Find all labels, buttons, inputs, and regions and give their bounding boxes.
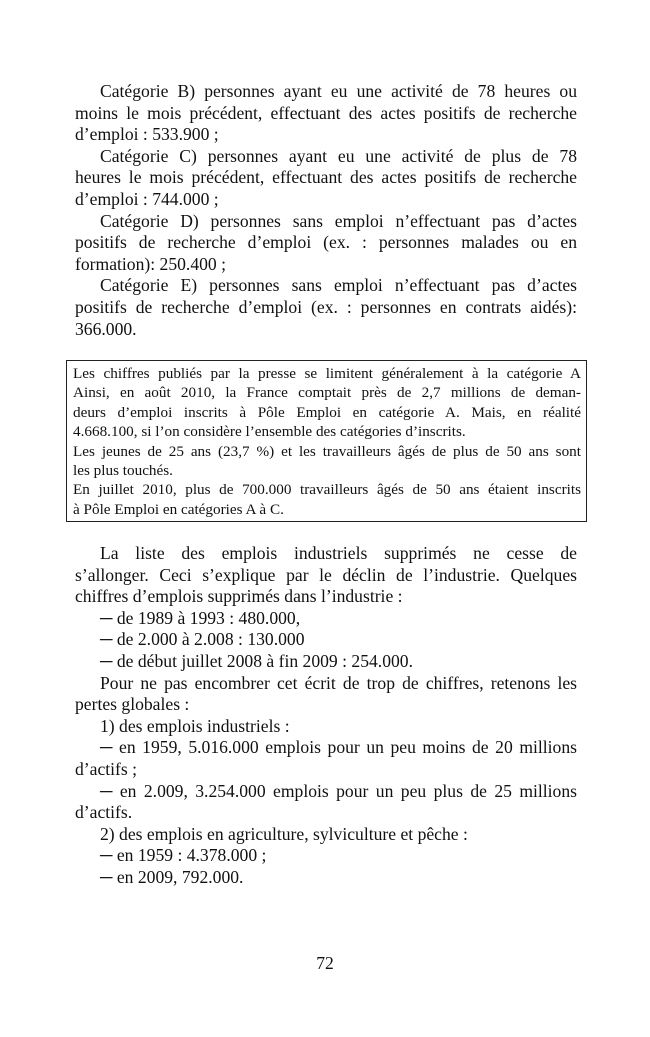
text-line: ─ en 1959 : 4.378.000 ; <box>100 845 267 866</box>
text-line: d’actifs ; <box>75 758 138 779</box>
text-line: d’emploi : 533.900 ; <box>75 124 219 145</box>
text-line: Catégorie E) personnes sans emploi n’effectuant pas d’actes <box>100 275 577 296</box>
text-line: heures le mois précédent, effectuant des actes positifs de recherche <box>75 167 577 188</box>
text-line: ─ de 1989 à 1993 : 480.000, <box>100 607 301 628</box>
text-line: Catégorie C) personnes ayant eu une activité de plus de 78 <box>100 145 577 166</box>
text-line: à Pôle Emploi en catégories A à C. <box>73 500 284 518</box>
text-line: ─ en 2.009, 3.254.000 emplois pour un peu plus de 25 millions <box>100 780 577 801</box>
text-line: ─ en 2009, 792.000. <box>100 866 244 887</box>
text-line: Les chiffres publiés par la presse se limitent généralement à la catégorie A <box>73 365 581 382</box>
text-line: La liste des emplois industriels supprimés ne cesse de <box>100 543 577 563</box>
text-line: ─ en 1959, 5.016.000 emplois pour un peu moins de 20 millions <box>100 737 577 758</box>
text-line: Ainsi, en août 2010, la France comptait près de 2,7 millions de deman- <box>73 384 581 402</box>
text-line: Les jeunes de 25 ans (23,7 %) et les travailleurs âgés de plus de 50 ans sont <box>73 442 581 460</box>
info-box <box>66 360 587 522</box>
text-line: Pour ne pas encombrer cet écrit de trop de chiffres, retenons les <box>100 672 577 693</box>
text-line: ─ de début juillet 2008 à fin 2009 : 254.000. <box>100 650 413 671</box>
text-line: Catégorie D) personnes sans emploi n’effectuant pas d’actes <box>100 210 577 231</box>
bottom-text-block <box>75 543 577 889</box>
text-line: deurs d’emploi inscrits à Pôle Emploi en catégorie A. Mais, en réalité <box>73 403 581 421</box>
text-line: d’emploi : 744.000 ; <box>75 188 219 209</box>
text-line: 4.668.100, si l’on considère l’ensemble des catégories d’inscrits. <box>73 423 466 441</box>
text-line: pertes globales : <box>75 694 190 715</box>
text-line: ─ de 2.000 à 2.008 : 130.000 <box>100 629 305 650</box>
text-line: formation): 250.400 ; <box>75 253 226 274</box>
text-line: 2) des emplois en agriculture, sylviculture et pêche : <box>100 823 468 844</box>
text-line: 366.000. <box>75 318 137 339</box>
text-line: Catégorie B) personnes ayant eu une activité de 78 heures ou <box>100 81 577 101</box>
text-line: positifs de recherche d’emploi (ex. : personnes en contrats aidés): <box>75 296 577 317</box>
text-line: positifs de recherche d’emploi (ex. : personnes malades ou en <box>75 232 577 253</box>
text-line: En juillet 2010, plus de 700.000 travailleurs âgés de 50 ans étaient inscrits <box>73 481 581 499</box>
text-line: les plus touchés. <box>73 461 173 479</box>
text-line: s’allonger. Ceci s’explique par le déclin de l’industrie. Quelques <box>75 564 577 585</box>
top-text-block <box>75 81 577 340</box>
text-line: 1) des emplois industriels : <box>100 715 290 736</box>
text-line: chiffres d’emplois supprimés dans l’industrie : <box>75 586 403 607</box>
page-number: 72 <box>316 953 334 973</box>
text-line: d’actifs. <box>75 802 133 823</box>
text-line: moins le mois précédent, effectuant des actes positifs de recherche <box>75 102 577 123</box>
